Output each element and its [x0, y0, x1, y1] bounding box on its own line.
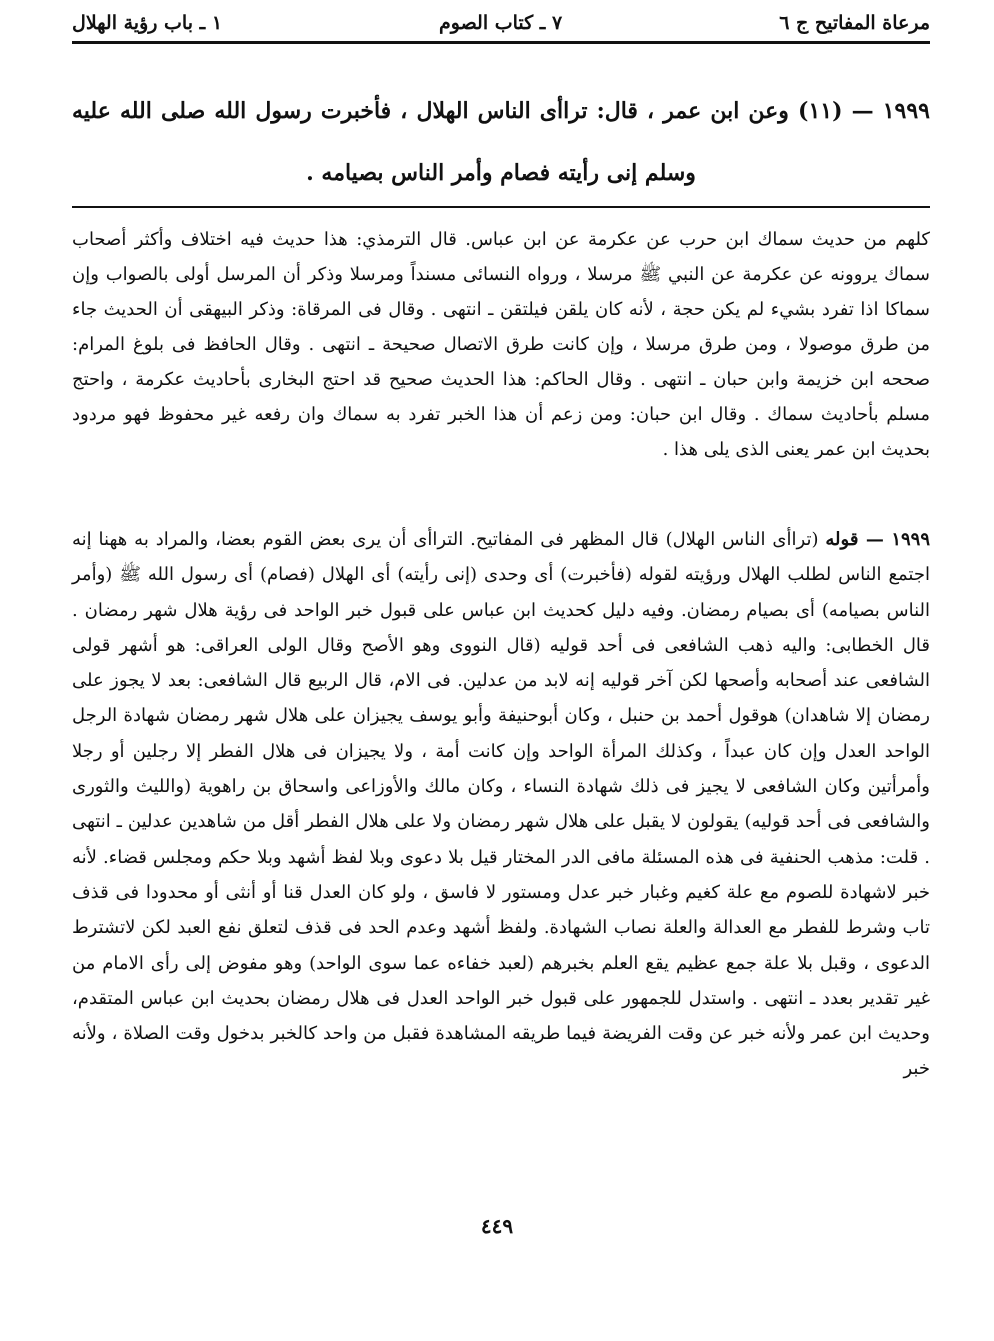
commentary-text: (تراأى الناس الهلال) قال المظهر فى المفاتيح. التراأى أن يرى بعض القوم بعضا، والمراد به ههنا إنه اجتمع الناس لطلب الهلال ورؤيته لقوله (فأخبرت) أى وحدى (إنى رأيته) أى الهلال (فصام) أى رسول الله ﷺ (وأمر الناس بصيامه) أى بصيام رمضان. وفيه دليل كحديث ابن عباس على قبول خبر الواحد فى رؤية هلال شهر رمضان . قال الخطابى: واليه ذهب الشافعى فى أحد قوليه (قال النووى وهو الأصح وقال الولى العراقى: هو أشهر قولى الشافعى عند أصحابه وأصحها لكن آخر قوليه إنه لابد من عدلين. فى الام، قال الربيع قال الشافعى: بعد لا يجوز على رمضان إلا شاهدان) هوقول أحمد بن حنبل ، وكان أبوحنيفة وأبو يوسف يجيزان على هلال شهر رمضان شهادة الرجل الواحد العدل وإن كان عبداً ، وكذلك المرأة الواحد وإن كانت أمة ، ولا يجيزان فى هلال الفطر إلا رجلين أو رجلا وأمرأتين وكان الشافعى لا يجيز فى ذلك شهادة النساء ، وكان مالك والأوزاعى واسحاق بن راهوية (والليث والثورى والشافعى فى أحد قوليه) يقولون لا يقبل على هلال شهر رمضان ولا على هلال الفطر أقل من شاهدين عدلين ـ انتهى . قلت: مذهب الحنفية فى هذه المسئلة مافى الدر المختار قيل بلا دعوى وبلا لفظ أشهد وبلا حكم ومجلس قضاء. لأنه خبر لاشهادة للصوم مع علة كغيم وغبار خبر عدل ومستور لا فاسق ، ولو كان العدل قنا أو أنثى أو محدودا فى قذف تاب وشرط للفطر مع العدالة والعلة نصاب الشهادة. ولفظ أشهد وعدم الحد فى قذف لتعلق نفع العبد لكن لاتشترط الدعوى ، وقبل بلا علة جمع عظيم يقع العلم بخبرهم (لعبد خفاءه عما سوى الواحد) وهو مفوض إلى رأى الامام من غير تقدير بعدد ـ انتهى . واستدل للجمهور على قبول خبر الواحد العدل فى هلال رمضان بحديث ابن عباس المتقدم، وحديث ابن عمر ولأنه خبر عن وقت الفريضة فيما طريقه المشاهدة فقبل من واحد كالخبر بدخول وقت الصلاة ، ولأنه خبر — [72, 529, 931, 1080]
commentary-paragraph — [72, 522, 930, 1087]
footnote-rule — [72, 206, 930, 208]
header-book-title: مرعاة المفاتيح ج ٦ — [779, 12, 930, 34]
running-header — [72, 6, 930, 40]
header-rule — [72, 41, 930, 44]
commentary-lead: ١٩٩٩ — قوله — [825, 529, 930, 550]
header-section-title: ١ ـ باب رؤية الهلال — [72, 12, 223, 34]
footnote-text: كلهم من حديث سماك ابن حرب عن عكرمة عن ابن عباس. قال الترمذي: هذا حديث فيه اختلاف وأكثر أصحاب سماك يروونه عن عكرمة عن النبي ﷺ مرسلا ، ورواه النسائى مسنداً ومرسلا وذكر أن المرسل أولى بالصواب وإن سماكا اذا تفرد بشيء لم يكن حجة ، لأنه كان يلقن فيلتقن ـ انتهى . وقال فى المرقاة: وذكر البيهقى أن الحديث جاء من طرق موصولا ، ومن طرق مرسلا ، وإن كانت طرق الاتصال صحيحة ـ انتهى . وقال الحافظ فى بلوغ المرام: صححه ابن خزيمة وابن حبان ـ انتهى . وقال الحاكم: هذا الحديث صحيح قد احتج البخارى بأحاديث عكرمة ، واحتج مسلم بأحاديث سماك . وقال ابن حبان: ومن زعم أن هذا الخبر تفرد به سماك وان رفعه غير محفوظ فهو مردود بحديث ابن عمر يعنى الذى يلى هذا . — [72, 229, 931, 460]
page-number: ٤٤٩ — [480, 1214, 514, 1238]
hadith-text: ١٩٩٩ — (١١) وعن ابن عمر ، قال: تراأى الناس الهلال ، فأخبرت رسول الله صلى الله عليه وسلم إنى رأيته فصام وأمر الناس بصيامه . — [72, 98, 930, 186]
header-chapter-title: ٧ ـ كتاب الصوم — [439, 12, 563, 34]
